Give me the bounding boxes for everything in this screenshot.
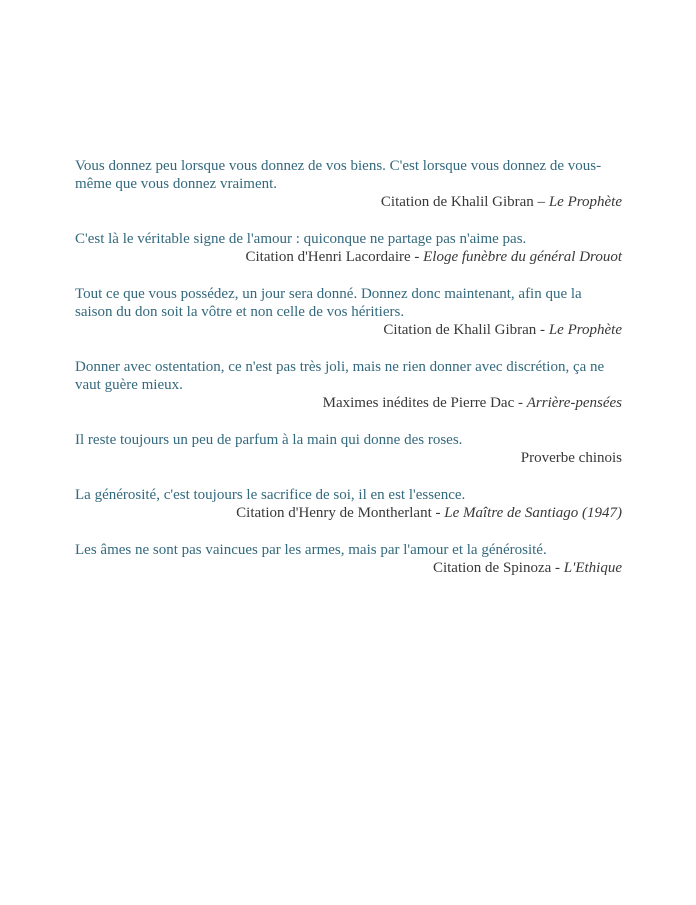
quote-text: La générosité, c'est toujours le sacrifice de soi, il en est l'essence. [75, 487, 466, 503]
quote-block [75, 157, 622, 211]
attribution-source: Citation d'Henri Lacordaire - [245, 249, 420, 265]
quote-text: Vous donnez peu lorsque vous donnez de vos biens. C'est lorsque vous donnez de vous-même que vous donnez vraiment. [75, 158, 602, 192]
attribution-source: Citation d'Henry de Montherlant - [236, 505, 441, 521]
attribution-source: Citation de Khalil Gibran – [380, 194, 546, 210]
quote-text: Tout ce que vous possédez, un jour sera donné. Donnez donc maintenant, afin que la saison du don soit la vôtre et non celle de vos héritiers. [75, 286, 582, 320]
attribution-work: Le Maître de Santiago (1947) [444, 505, 622, 521]
quote-block [75, 358, 622, 412]
quote-block [75, 431, 622, 467]
attribution-source: Maximes inédites de Pierre Dac - [322, 395, 523, 411]
quote-block [75, 541, 622, 577]
attribution-work: Le Prophète [548, 194, 622, 210]
quote-text: Les âmes ne sont pas vaincues par les armes, mais par l'amour et la générosité. [75, 542, 547, 558]
quote-block [75, 486, 622, 522]
attribution-work: Eloge funèbre du général Drouot [423, 249, 622, 265]
quote-block [75, 230, 622, 266]
attribution-work: L'Ethique [563, 560, 622, 576]
quote-attribution [75, 504, 622, 522]
quote-attribution [75, 193, 622, 211]
quote-attribution [75, 449, 622, 467]
quote-attribution [75, 559, 622, 577]
quote-attribution [75, 248, 622, 266]
attribution-work: Arrière-pensées [526, 395, 622, 411]
quote-attribution [75, 321, 622, 339]
quote-text: Donner avec ostentation, ce n'est pas très joli, mais ne rien donner avec discrétion, ça ne vaut guère mieux. [75, 359, 605, 393]
quote-attribution [75, 394, 622, 412]
attribution-source: Citation de Spinoza - [432, 560, 561, 576]
quote-text: Il reste toujours un peu de parfum à la main qui donne des roses. [75, 432, 463, 448]
quote-block [75, 285, 622, 339]
attribution-work: Le Prophète [548, 322, 622, 338]
attribution-source: Proverbe chinois [520, 450, 622, 466]
attribution-source: Citation de Khalil Gibran - [383, 322, 546, 338]
quote-text: C'est là le véritable signe de l'amour : quiconque ne partage pas n'aime pas. [75, 231, 527, 247]
